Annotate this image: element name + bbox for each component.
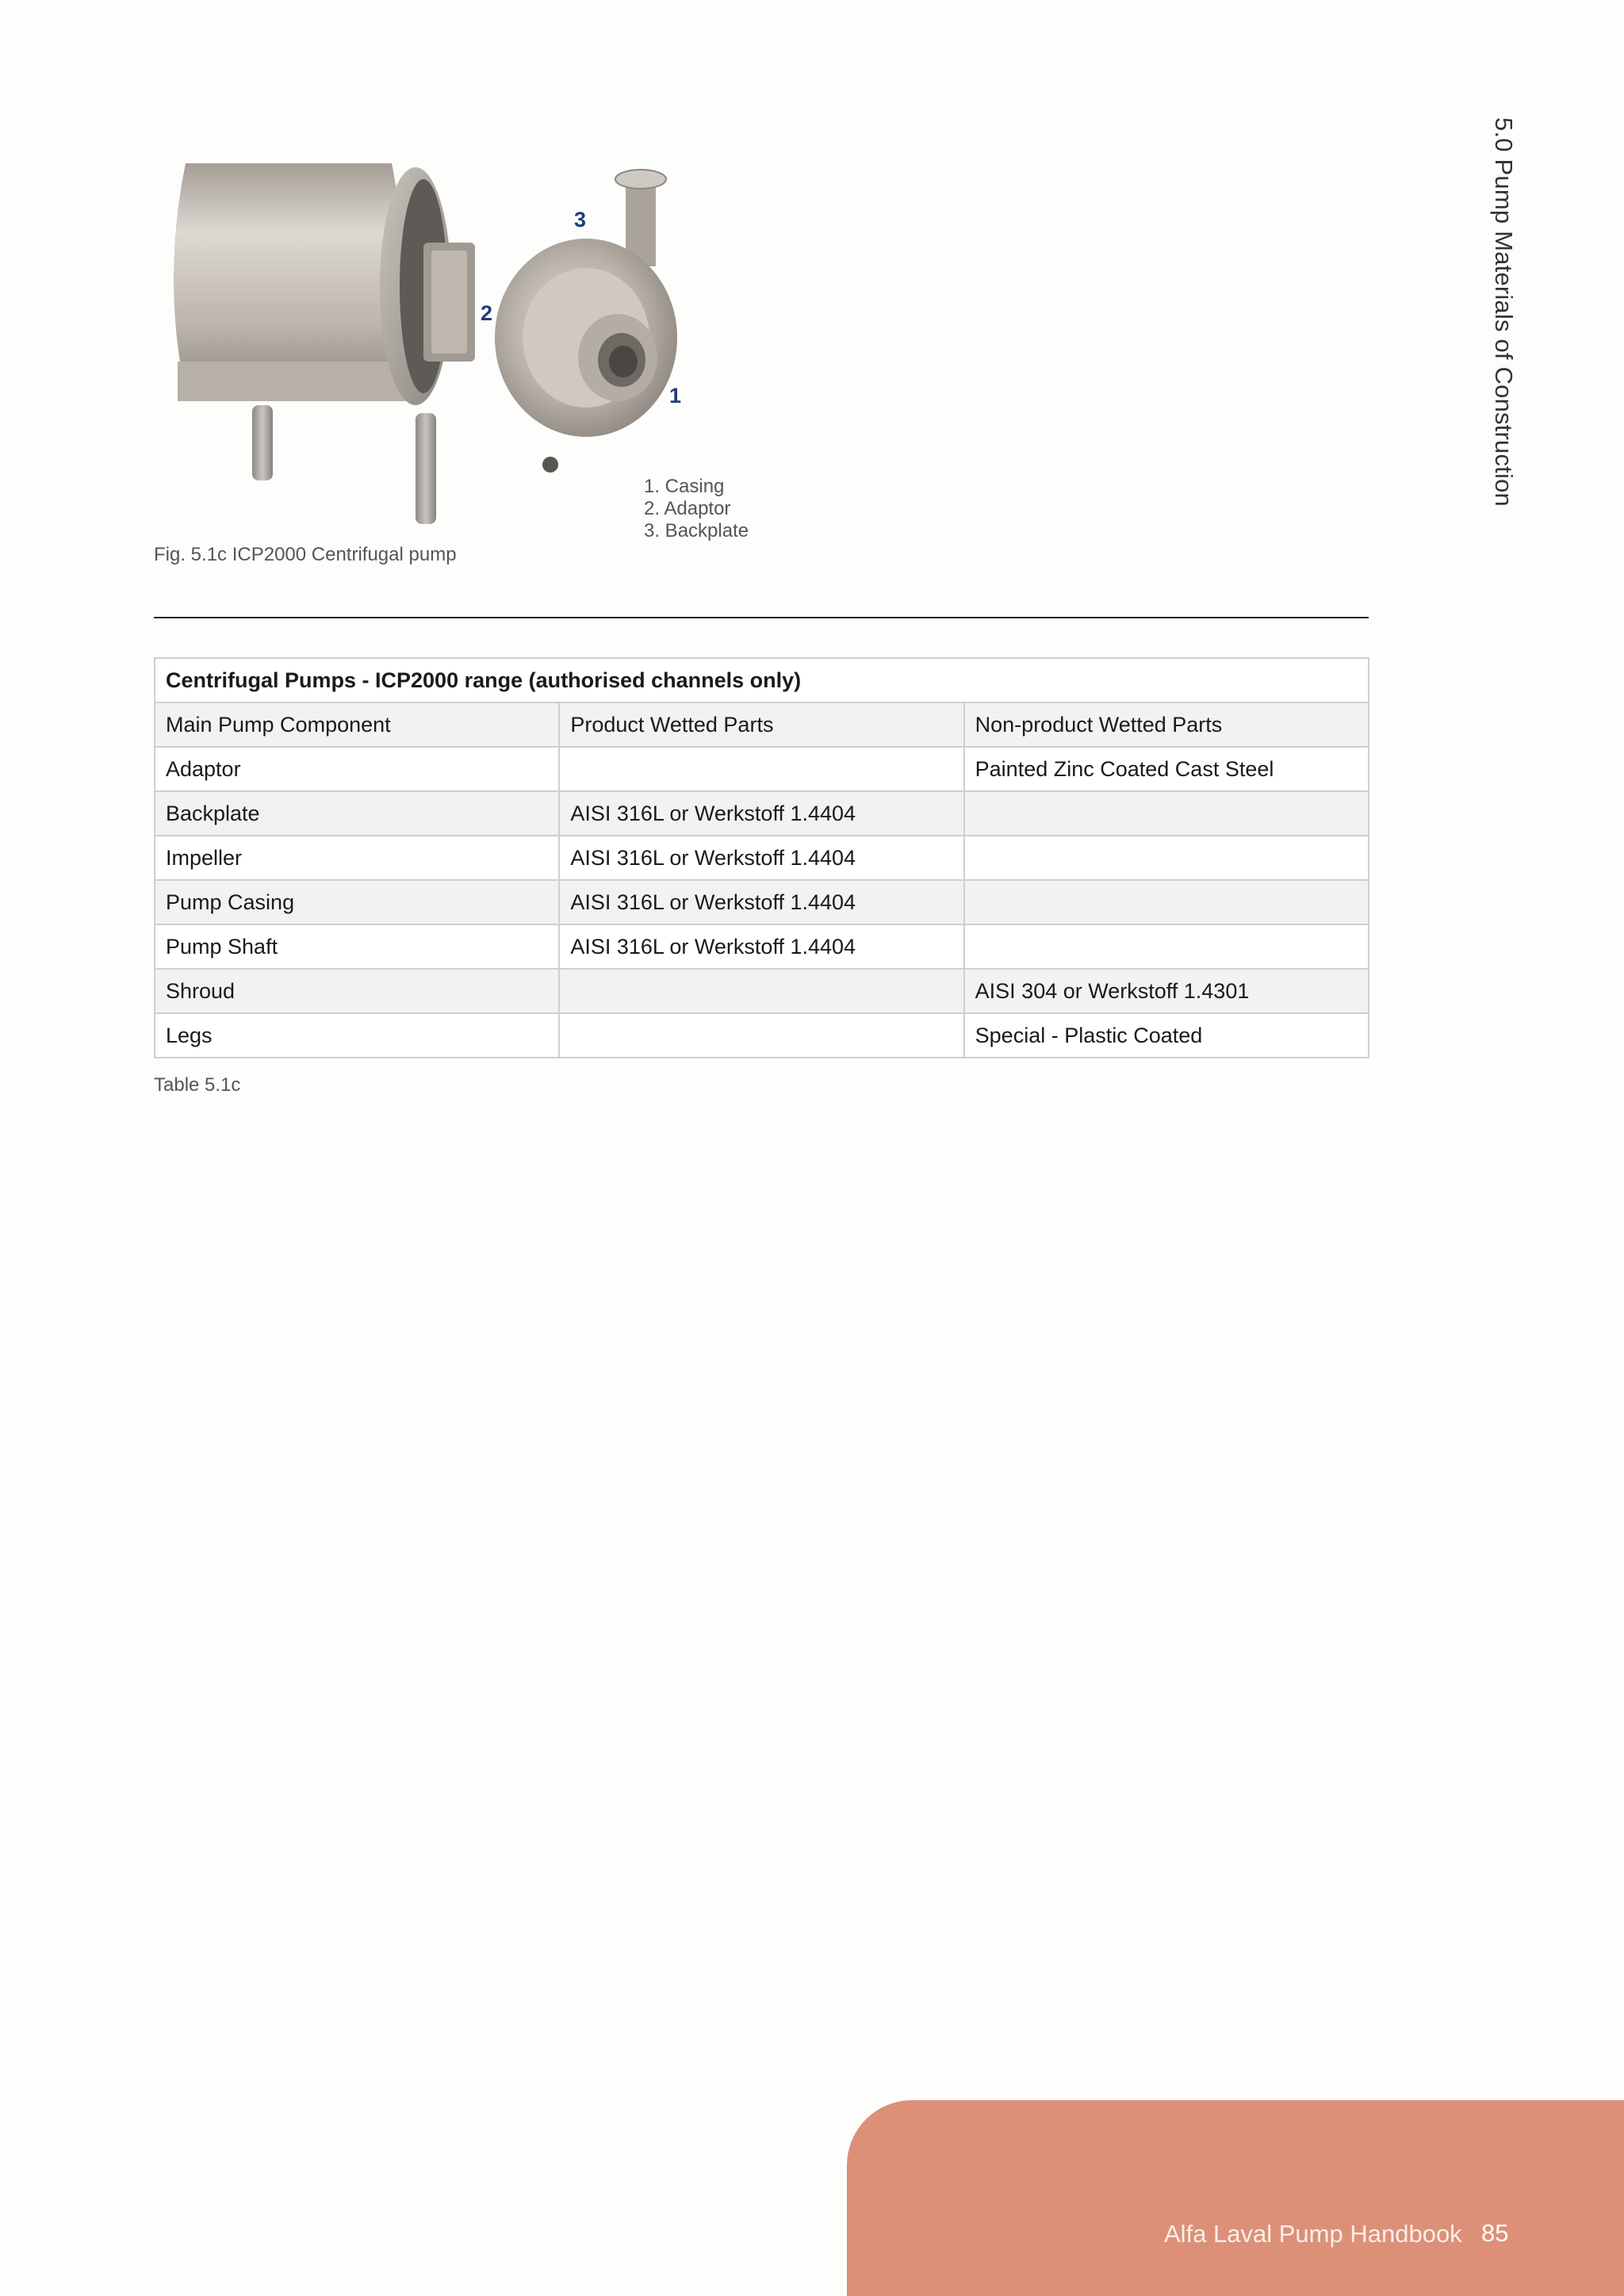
footer-band [847, 2100, 1624, 2296]
table-cell [964, 791, 1369, 836]
table-header: Main Pump Component [155, 702, 559, 747]
table-row [155, 1013, 1369, 1058]
legend-item-adaptor: 2. Adaptor [644, 498, 731, 519]
table-cell [559, 747, 963, 791]
table-cell: AISI 304 or Werkstoff 1.4301 [964, 969, 1369, 1013]
legend-item-backplate: 3. Backplate [644, 520, 749, 541]
table-cell: Backplate [155, 791, 559, 836]
table-title: Centrifugal Pumps - ICP2000 range (authorised channels only) [155, 658, 1369, 702]
pump-image [154, 147, 682, 544]
table-cell: Shroud [155, 969, 559, 1013]
legend-item-casing: 1. Casing [644, 476, 725, 497]
table-row [155, 880, 1369, 924]
table-cell [964, 880, 1369, 924]
figure-legend [644, 476, 749, 542]
callout-3: 3 [574, 208, 587, 232]
table-cell: Legs [155, 1013, 559, 1058]
table-caption: Table 5.1c [154, 1074, 241, 1096]
table-cell: Adaptor [155, 747, 559, 791]
materials-table [154, 657, 1369, 1058]
table-cell [559, 969, 963, 1013]
table-cell: Pump Shaft [155, 924, 559, 969]
table-cell [964, 924, 1369, 969]
table-row [155, 969, 1369, 1013]
table-title-row [155, 658, 1369, 702]
table-cell: AISI 316L or Werkstoff 1.4404 [559, 836, 963, 880]
page-number: 85 [1481, 2219, 1509, 2247]
table-header-row [155, 702, 1369, 747]
table-row [155, 924, 1369, 969]
section-title: 5.0 Pump Materials of Construction [1490, 117, 1518, 507]
table-header: Non-product Wetted Parts [964, 702, 1369, 747]
table-cell: Pump Casing [155, 880, 559, 924]
table-row [155, 791, 1369, 836]
figure-caption: Fig. 5.1c ICP2000 Centrifugal pump [154, 544, 457, 565]
table-row [155, 747, 1369, 791]
table-cell: Painted Zinc Coated Cast Steel [964, 747, 1369, 791]
table-cell: AISI 316L or Werkstoff 1.4404 [559, 880, 963, 924]
callout-2: 2 [481, 301, 493, 325]
table-cell: AISI 316L or Werkstoff 1.4404 [559, 791, 963, 836]
table-cell: AISI 316L or Werkstoff 1.4404 [559, 924, 963, 969]
pump-figure [154, 147, 682, 544]
table-cell: Special - Plastic Coated [964, 1013, 1369, 1058]
divider [154, 617, 1369, 618]
table-cell: Impeller [155, 836, 559, 880]
table-row [155, 836, 1369, 880]
table-cell [964, 836, 1369, 880]
table-header: Product Wetted Parts [559, 702, 963, 747]
table-cell [559, 1013, 963, 1058]
footer-title: Alfa Laval Pump Handbook [1164, 2220, 1462, 2248]
callout-1: 1 [669, 384, 682, 408]
